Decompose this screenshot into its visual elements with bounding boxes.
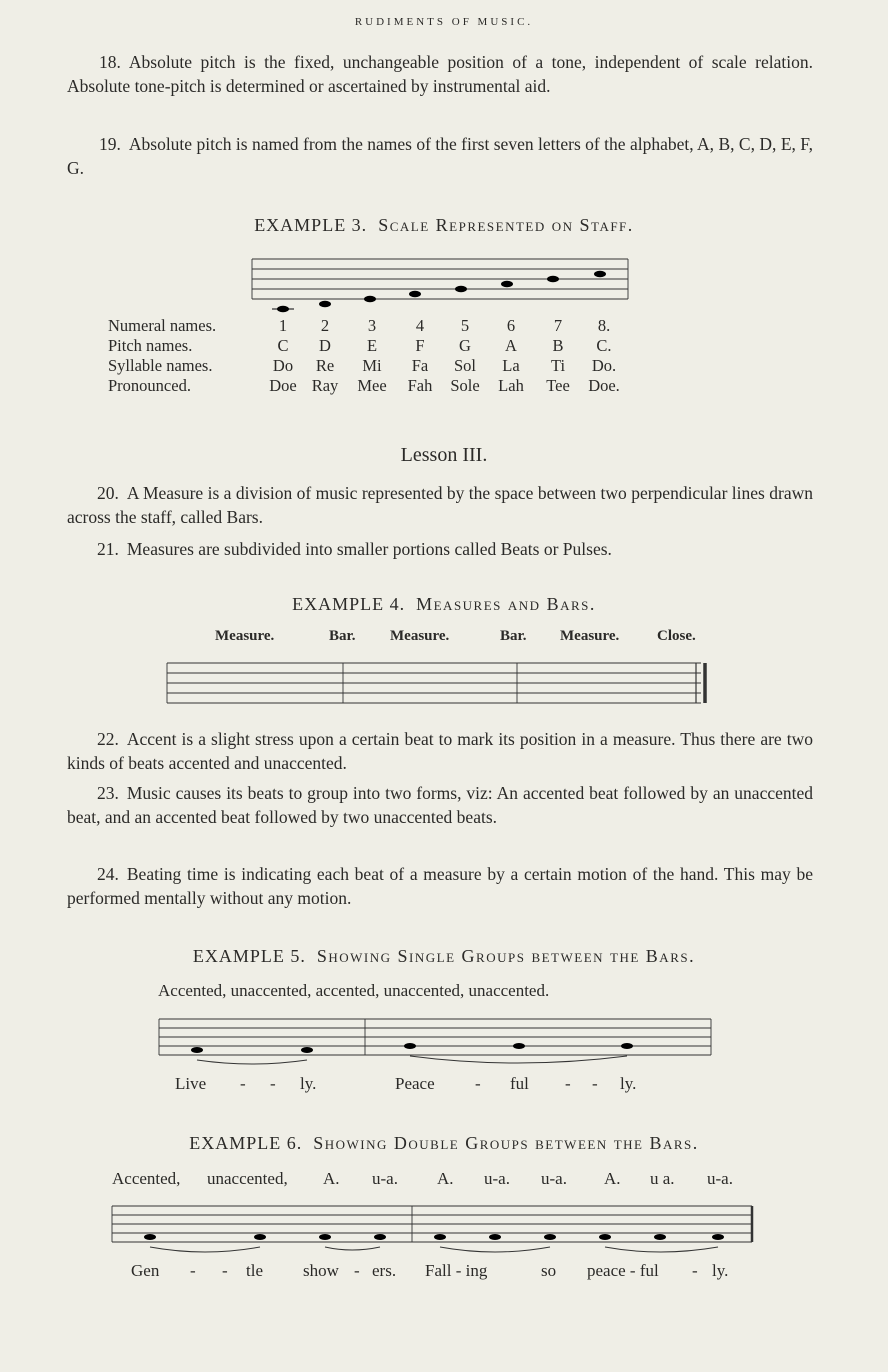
paragraph-23 — [67, 781, 813, 829]
accent-label: Accented, — [112, 1169, 181, 1188]
paragraph-text: Music causes its beats to group into two forms, viz: An accented beat followed by an unaccented beat, and an accented beat followed by two unaccented beats. — [67, 783, 813, 827]
lyric-syllable: ers. — [372, 1261, 397, 1280]
table-cell: F — [415, 336, 425, 355]
example-label: EXAMPLE 5. — [192, 946, 306, 966]
bar-label: Bar. — [500, 628, 527, 644]
table-cell: Do — [272, 356, 294, 375]
lyric-syllable: Live — [175, 1074, 207, 1093]
example-6-staff — [110, 1203, 760, 1259]
paragraph-number: 21. — [97, 539, 119, 559]
table-cell: B — [552, 336, 564, 355]
bar-label: Bar. — [329, 628, 356, 644]
table-cell: Do. — [591, 356, 617, 375]
paragraph-text: A Measure is a division of music represented by the space between two perpendicular lines drawn across the staff, called Bars. — [67, 483, 813, 527]
example-label: EXAMPLE 4. — [292, 594, 406, 614]
lyric-syllable: - — [190, 1261, 196, 1280]
paragraph-number: 22. — [97, 729, 119, 749]
table-cell: La — [502, 356, 520, 375]
example-3-title — [0, 215, 888, 236]
table-cell: A — [505, 336, 517, 355]
example-5-accents: Accented, unaccented, accented, unaccented, unaccented. — [158, 981, 550, 1000]
example-caption: Showing Single Groups between the Bars. — [316, 946, 696, 966]
lyric-syllable: ly. — [712, 1261, 729, 1280]
measure-label: Measure. — [560, 628, 620, 644]
accent-label: A. — [604, 1169, 621, 1188]
lyric-syllable: - — [592, 1074, 598, 1093]
paragraph-number: 23. — [97, 783, 119, 803]
table-cell: 2 — [320, 316, 330, 335]
lyric-syllable: ly. — [620, 1074, 637, 1093]
paragraph-text: Absolute pitch is the fixed, unchangeable position of a tone, independent of scale relation. Absolute tone-pitch is determined or ascertained by instrumental aid. — [67, 52, 813, 96]
table-cell: Mi — [362, 356, 382, 375]
paragraph-text: Beating time is indicating each beat of a measure by a certain motion of the hand. This may be performed mentally without any motion. — [67, 864, 813, 908]
paragraph-18 — [67, 50, 813, 98]
measure-label: Measure. — [390, 628, 450, 644]
lyric-syllable: ly. — [300, 1074, 317, 1093]
accent-label: u-a. — [484, 1169, 510, 1188]
paragraph-21 — [67, 537, 813, 561]
paragraph-24 — [67, 862, 813, 910]
table-cell: 7 — [553, 316, 563, 335]
accent-label: u-a. — [707, 1169, 733, 1188]
accent-label: u a. — [650, 1169, 675, 1188]
lyric-syllable: - — [692, 1261, 698, 1280]
lyric-syllable: ful — [510, 1074, 529, 1093]
table-cell: 6 — [506, 316, 516, 335]
lyric-syllable: Gen — [131, 1261, 160, 1280]
table-cell: G — [459, 336, 471, 355]
accent-label: unaccented, — [207, 1169, 288, 1188]
example-5-title — [0, 946, 888, 967]
table-cell: Tee — [546, 376, 570, 395]
example-label: EXAMPLE 6. — [189, 1133, 303, 1153]
table-cell: 1 — [278, 316, 288, 335]
table-cell: Doe. — [588, 376, 620, 395]
table-cell: Lah — [498, 376, 524, 395]
close-label: Close. — [657, 628, 696, 644]
table-cell: C. — [596, 336, 612, 355]
table-cell: Sole — [450, 376, 480, 395]
accent-label: u-a. — [541, 1169, 567, 1188]
example-label: EXAMPLE 3. — [254, 215, 368, 235]
lyric-syllable: Fall - ing — [425, 1261, 488, 1280]
example-caption: Showing Double Groups between the Bars. — [313, 1133, 699, 1153]
example-6-slurs — [150, 1247, 718, 1252]
paragraph-number: 19. — [99, 134, 121, 154]
row-label: Pronounced. — [108, 376, 191, 395]
table-cell: Fa — [411, 356, 429, 375]
table-cell: 8. — [597, 316, 611, 335]
scale-notes — [272, 271, 606, 312]
example-4-staff — [165, 660, 713, 706]
accent-label: A. — [323, 1169, 340, 1188]
example-3-staff — [250, 255, 630, 315]
example-6-title — [0, 1133, 888, 1154]
lyric-syllable: - — [240, 1074, 246, 1093]
accent-label: u-a. — [372, 1169, 398, 1188]
lyric-syllable: so — [541, 1261, 557, 1280]
example-caption: Scale Represented on Staff. — [378, 215, 634, 235]
table-cell: Ti — [550, 356, 566, 375]
table-cell: 5 — [460, 316, 470, 335]
example-5-lyrics — [0, 1074, 888, 1098]
paragraph-text: Accent is a slight stress upon a certain beat to mark its position in a measure. Thus there are two kinds of beats accented and unaccented. — [67, 729, 813, 773]
paragraph-19 — [67, 132, 813, 180]
lyric-syllable: Peace — [395, 1074, 435, 1093]
table-cell: Sol — [453, 356, 476, 375]
paragraph-20 — [67, 481, 813, 529]
lyric-syllable: - — [354, 1261, 360, 1280]
accent-label: A. — [437, 1169, 454, 1188]
example-6-notes — [144, 1234, 724, 1240]
lyric-syllable: - — [475, 1074, 481, 1093]
running-header: RUDIMENTS OF MUSIC. — [354, 16, 534, 28]
example-5-notes — [191, 1043, 633, 1053]
table-cell: C — [277, 336, 289, 355]
example-6-lyrics — [0, 1261, 888, 1285]
measure-label: Measure. — [215, 628, 275, 644]
table-cell: 4 — [415, 316, 425, 335]
table-cell: Ray — [311, 376, 339, 395]
lyric-syllable: peace - ful — [587, 1261, 659, 1280]
paragraph-number: 18. — [99, 52, 121, 72]
table-cell: D — [319, 336, 331, 355]
paragraph-number: 20. — [97, 483, 119, 503]
lyric-syllable: show — [303, 1261, 339, 1280]
paragraph-number: 24. — [97, 864, 119, 884]
paragraph-text: Absolute pitch is named from the names of the first seven letters of the alphabet, A, B, C, D, E, F, G. — [67, 134, 813, 178]
lyric-syllable: - — [222, 1261, 228, 1280]
row-label: Syllable names. — [108, 356, 213, 375]
table-cell: 3 — [367, 316, 377, 335]
row-label: Numeral names. — [108, 316, 217, 335]
example-6-accents — [0, 1169, 888, 1193]
example-4-title — [0, 594, 888, 615]
lyric-syllable: - — [270, 1074, 276, 1093]
lyric-syllable: - — [565, 1074, 571, 1093]
paragraph-22 — [67, 727, 813, 775]
table-cell: Doe — [269, 376, 297, 395]
example-5-slurs — [197, 1056, 627, 1064]
row-label: Pitch names. — [108, 336, 193, 355]
table-cell: Re — [315, 356, 335, 375]
paragraph-text: Measures are subdivided into smaller portions called Beats or Pulses. — [126, 539, 612, 559]
table-cell: E — [366, 336, 378, 355]
table-cell: Fah — [407, 376, 433, 395]
example-5-staff — [157, 1016, 717, 1066]
example-caption: Measures and Bars. — [416, 594, 596, 614]
table-cell: Mee — [357, 376, 387, 395]
lesson-heading: Lesson III. — [400, 444, 488, 466]
lyric-syllable: tle — [246, 1261, 263, 1280]
